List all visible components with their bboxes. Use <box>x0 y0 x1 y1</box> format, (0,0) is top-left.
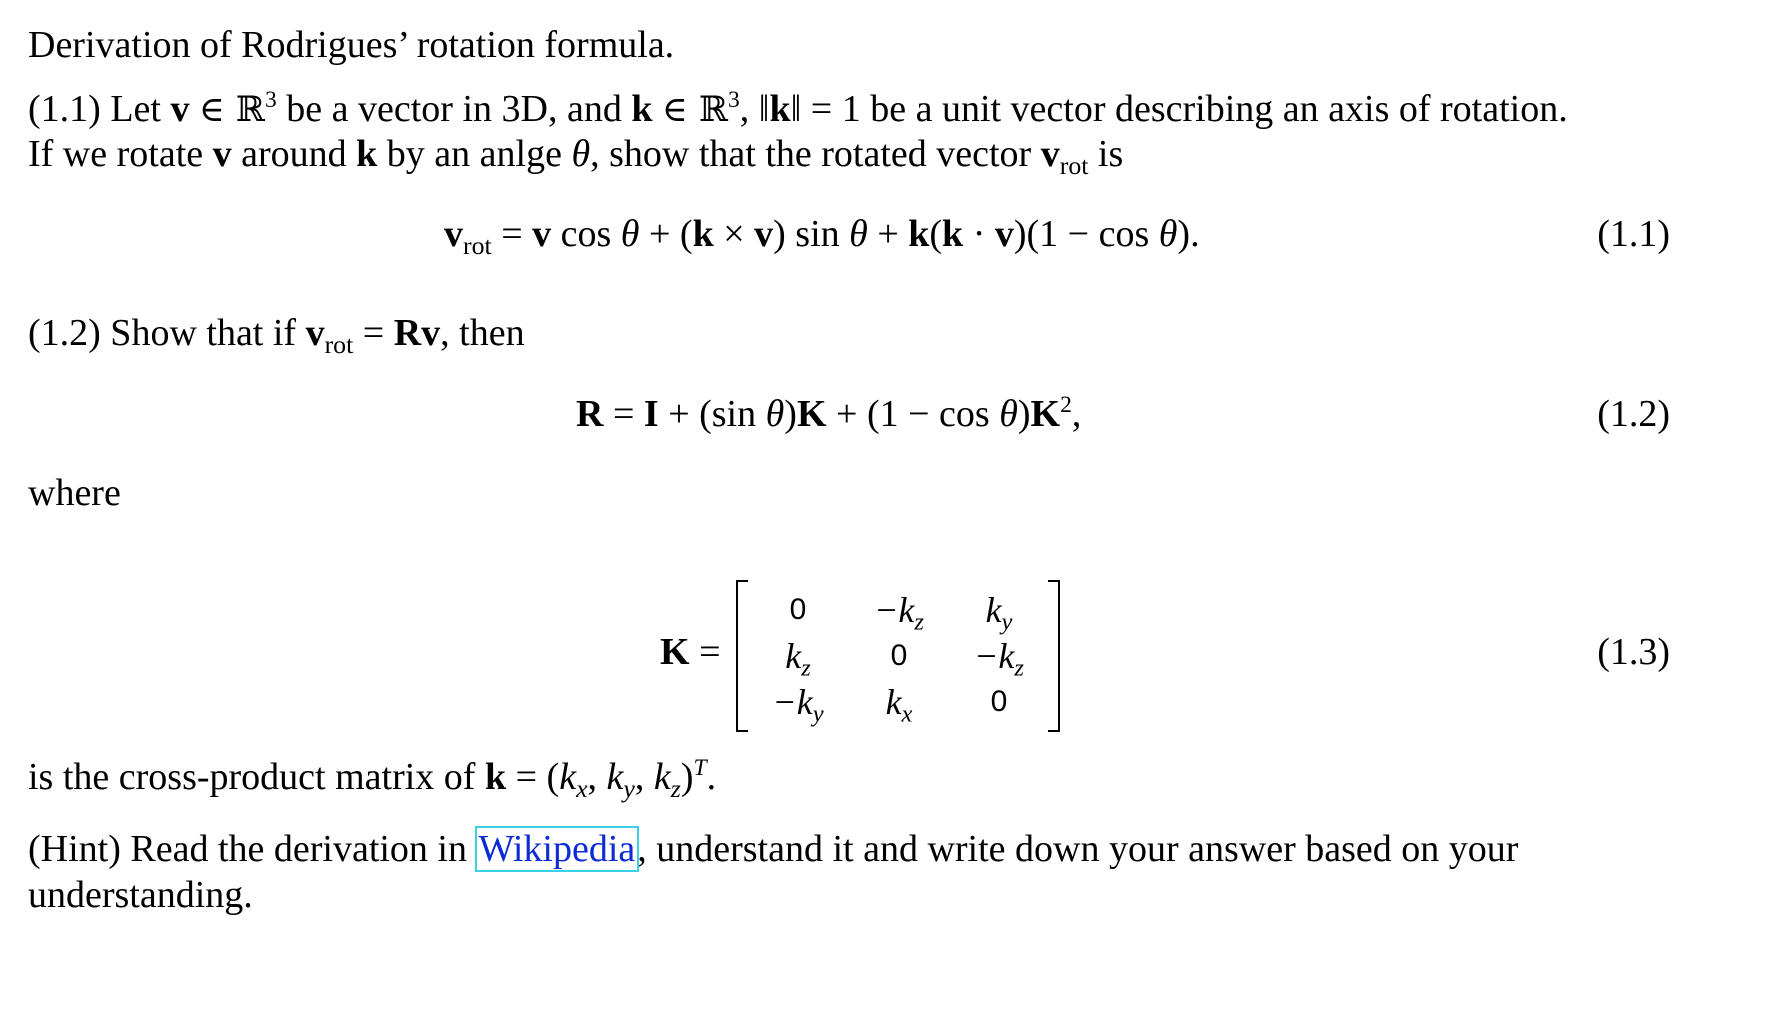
problem-1-1-line-2: If we rotate v around k by an anlge θ, show that the rotated vector $v_{rot}$ is <box>28 133 1124 180</box>
equation-number-1-1: (1.1) <box>1597 213 1670 255</box>
equation-number-1-3: (1.3) <box>1597 631 1670 673</box>
problem-label: (1.1) <box>28 88 101 130</box>
right-bracket <box>1048 580 1060 732</box>
hint-line-2: understanding. <box>28 874 253 916</box>
page-title: Derivation of Rodrigues’ rotation formula. <box>28 24 675 66</box>
cross-product-matrix <box>736 580 1060 732</box>
problem-1-2: (1.2) Show that if $v_{rot} = Rv$, then <box>28 312 525 359</box>
cross-product-description: is the cross-product matrix of $k = (k_x$, $k_y$, $k_z)^T$. <box>28 754 717 803</box>
matrix-cell: 0 <box>890 639 908 672</box>
equation-1-1: $v_{rot} = v$ cos θ + (k × v) sin θ + k(k · v)(1 − cos θ). <box>444 213 1200 260</box>
equation-1-3-lhs: K = <box>660 631 721 673</box>
matrix-cell: $-k_z$ <box>874 590 924 636</box>
matrix-cell: 0 <box>789 593 807 626</box>
matrix-grid <box>752 587 1044 728</box>
left-bracket <box>736 580 748 732</box>
equation-1-2: R = I + (sin $\theta)K + (1 - \cos \theta)K^2$, <box>576 391 1082 435</box>
where-label: where <box>28 472 121 514</box>
matrix-cell: $k_z$ <box>785 636 811 682</box>
matrix-cell: $k_x$ <box>885 682 913 728</box>
matrix-cell: $-k_z$ <box>974 636 1024 682</box>
matrix-cell: $-k_y$ <box>772 682 824 728</box>
matrix-cell: 0 <box>990 685 1008 718</box>
problem-1-1-line-1: (1.1) Let v ∈ ℝ$^3$ be a vector in 3D, and k ∈ ℝ$^3$, ‖k‖ = 1 be a unit vector describing an axis of rotation. <box>28 86 1568 130</box>
hint-line-1: (Hint) Read the derivation in Wikipedia, understand it and write down your answer based on your <box>28 828 1519 870</box>
wikipedia-link[interactable]: Wikipedia <box>478 828 636 870</box>
matrix-cell: $k_y$ <box>985 590 1013 636</box>
equation-number-1-2: (1.2) <box>1597 393 1670 435</box>
